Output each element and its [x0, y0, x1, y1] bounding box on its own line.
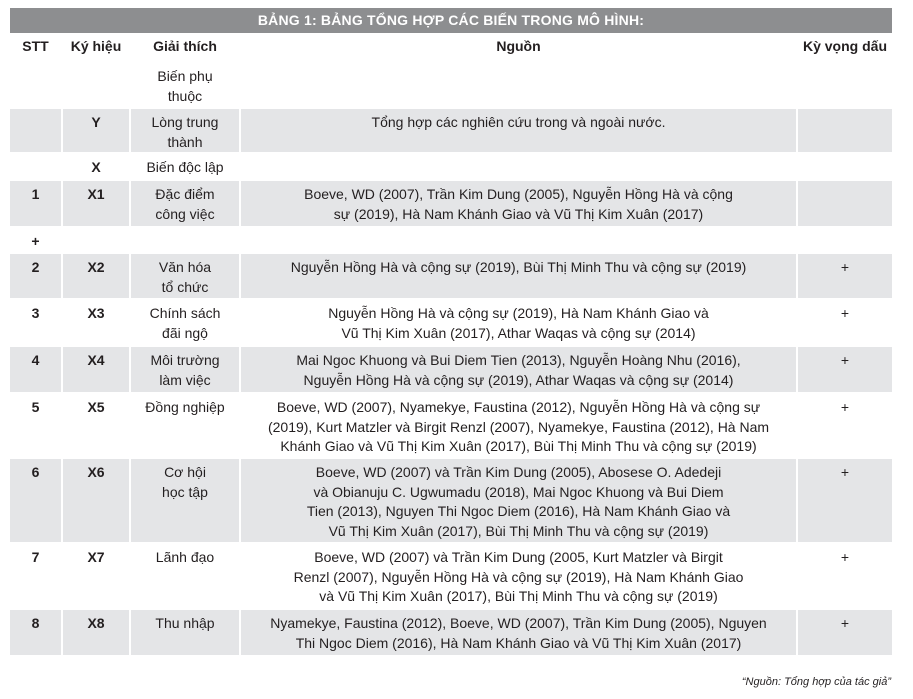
cell-expected-sign — [798, 63, 892, 109]
cell-expected-sign-text: + — [840, 399, 850, 415]
cell-description — [131, 300, 241, 347]
cell-stt-text: 6 — [31, 464, 40, 480]
cell-source-text: Nguyễn Hồng Hà và cộng sự (2019), Hà Nam Khánh Giao và Vũ Thị Kim Xuân (2017), Athar Waqas và cộng sự (2014) — [328, 305, 709, 341]
cell-expected-sign-text: + — [840, 305, 850, 321]
cell-code-text: X4 — [87, 352, 105, 368]
cell-expected-sign-text: + — [840, 549, 850, 565]
cell-description — [131, 63, 241, 109]
header-expected-sign: Kỳ vọng dấu — [798, 33, 892, 63]
cell-stt-text: 4 — [31, 352, 40, 368]
cell-expected-sign — [798, 300, 892, 347]
cell-source-text — [247, 154, 790, 158]
cell-code-text: X — [91, 159, 101, 175]
cell-source-text: Boeve, WD (2007), Trần Kim Dung (2005), Nguyễn Hồng Hà và cộng sự (2019), Hà Nam Khánh Giao và Vũ Thị Kim Xuân (2017) — [304, 186, 733, 222]
cell-stt — [10, 254, 63, 300]
cell-stt — [10, 63, 63, 109]
cell-stt-text — [10, 109, 61, 113]
table-row — [10, 109, 892, 154]
table-body — [10, 63, 892, 657]
cell-description — [131, 394, 241, 459]
cell-description — [131, 154, 241, 181]
cell-expected-sign — [798, 544, 892, 610]
cell-source-text — [247, 228, 790, 232]
cell-source — [241, 459, 798, 544]
cell-expected-sign-text: + — [840, 259, 850, 275]
cell-code-text: Y — [91, 114, 101, 130]
cell-source-text: Boeve, WD (2007) và Trần Kim Dung (2005), Abosese O. Adedeji và Obianuju C. Ugwumadu (2018), Mai Ngoc Khuong và Bui Diem Tien (2013), Nguyen Thi Ngoc Diem (2016), Hà Nam Khánh Giao và Vũ Thị Kim Xuân (2017), Bùi Thị Minh Thu và cộng sự (2019) — [306, 464, 731, 539]
source-note: “Nguồn: Tổng hợp của tác giả” — [741, 676, 891, 688]
cell-source — [241, 228, 798, 254]
cell-expected-sign-text: + — [840, 615, 850, 631]
cell-code — [63, 63, 131, 109]
cell-source-text: Tổng hợp các nghiên cứu trong và ngoài nước. — [371, 114, 666, 130]
cell-stt — [10, 109, 63, 154]
cell-stt — [10, 347, 63, 394]
table-title: BẢNG 1: BẢNG TỔNG HỢP CÁC BIẾN TRONG MÔ HÌNH: — [10, 8, 892, 33]
cell-stt — [10, 394, 63, 459]
cell-stt — [10, 544, 63, 610]
header-code: Ký hiệu — [63, 33, 131, 63]
cell-code — [63, 154, 131, 181]
cell-description — [131, 610, 241, 657]
cell-code-text: X3 — [87, 305, 105, 321]
cell-code — [63, 109, 131, 154]
header-description: Giải thích — [131, 33, 241, 63]
table-row — [10, 610, 892, 657]
cell-code — [63, 459, 131, 544]
cell-description-text: Đồng nghiệp — [145, 399, 225, 415]
table-row — [10, 300, 892, 347]
cell-description — [131, 459, 241, 544]
cell-description-text: Đặc điểm công việc — [155, 186, 215, 222]
cell-code-text: X2 — [87, 259, 105, 275]
table-row — [10, 228, 892, 254]
cell-expected-sign — [798, 109, 892, 154]
cell-expected-sign — [798, 347, 892, 394]
cell-code-text — [63, 228, 129, 232]
cell-source — [241, 347, 798, 394]
cell-stt-text: 7 — [31, 549, 40, 565]
cell-source-text — [247, 63, 790, 67]
cell-code-text: X8 — [87, 615, 105, 631]
cell-description-text: Lòng trung thành — [151, 114, 219, 150]
cell-code — [63, 300, 131, 347]
cell-description — [131, 254, 241, 300]
variables-table — [10, 33, 892, 657]
table-row — [10, 181, 892, 228]
cell-description — [131, 109, 241, 154]
cell-source — [241, 254, 798, 300]
cell-code — [63, 610, 131, 657]
cell-expected-sign-text — [798, 181, 892, 185]
cell-source-text: Nyamekye, Faustina (2012), Boeve, WD (2007), Trần Kim Dung (2005), Nguyen Thi Ngoc Diem (2016), Hà Nam Khánh Giao và Vũ Thị Kim Xuân (2017) — [270, 615, 767, 651]
cell-stt — [10, 300, 63, 347]
table-row — [10, 347, 892, 394]
cell-stt-text: 2 — [31, 259, 40, 275]
cell-source-text: Nguyễn Hồng Hà và cộng sự (2019), Bùi Thị Minh Thu và cộng sự (2019) — [290, 259, 747, 275]
cell-source — [241, 544, 798, 610]
variables-table-block — [10, 8, 892, 657]
cell-stt-text: + — [31, 233, 40, 249]
table-row — [10, 544, 892, 610]
cell-source — [241, 63, 798, 109]
cell-expected-sign — [798, 228, 892, 254]
cell-code — [63, 544, 131, 610]
cell-expected-sign — [798, 181, 892, 228]
cell-expected-sign — [798, 610, 892, 657]
cell-expected-sign-text — [798, 228, 892, 232]
cell-expected-sign — [798, 394, 892, 459]
cell-code-text: X1 — [87, 186, 105, 202]
cell-source — [241, 394, 798, 459]
cell-expected-sign-text — [798, 109, 892, 113]
cell-description — [131, 347, 241, 394]
cell-code-text: X6 — [87, 464, 105, 480]
cell-source-text: Boeve, WD (2007), Nyamekye, Faustina (2012), Nguyễn Hồng Hà và cộng sự (2019), Kurt Matzler và Birgit Renzl (2007), Nyamekye, Faustina (2012), Hà Nam Khánh Giao và Vũ Thị Kim Xuân (2017), Bùi Thị Minh Thu và cộng sự (2019) — [267, 399, 770, 454]
cell-code-text: X7 — [87, 549, 105, 565]
table-row — [10, 394, 892, 459]
cell-stt-text — [10, 154, 61, 158]
cell-description-text — [131, 228, 239, 232]
cell-description-text: Cơ hội học tập — [162, 464, 208, 500]
cell-expected-sign-text — [798, 154, 892, 158]
cell-expected-sign-text: + — [840, 464, 850, 480]
cell-stt-text: 1 — [31, 186, 40, 202]
cell-expected-sign — [798, 254, 892, 300]
cell-stt-text: 5 — [31, 399, 40, 415]
cell-code-text — [63, 63, 129, 67]
table-row — [10, 254, 892, 300]
cell-description-text: Biến độc lập — [146, 159, 224, 175]
cell-stt — [10, 459, 63, 544]
cell-source-text: Boeve, WD (2007) và Trần Kim Dung (2005, Kurt Matzler và Birgit Renzl (2007), Nguyễn Hồng Hà và cộng sự (2019), Hà Nam Khánh Giao và Vũ Thị Kim Xuân (2017), Bùi Thị Minh Thu và cộng sự (2019) — [293, 549, 744, 604]
table-row — [10, 154, 892, 181]
cell-source — [241, 154, 798, 181]
cell-description — [131, 181, 241, 228]
cell-source-text: Mai Ngoc Khuong và Bui Diem Tien (2013), Nguyễn Hoàng Nhu (2016), Nguyễn Hồng Hà và cộng sự (2019), Athar Waqas và cộng sự (2014) — [296, 352, 741, 388]
cell-expected-sign — [798, 459, 892, 544]
cell-stt — [10, 610, 63, 657]
cell-source — [241, 300, 798, 347]
cell-description — [131, 228, 241, 254]
cell-stt-text — [10, 63, 61, 67]
cell-code — [63, 228, 131, 254]
header-stt: STT — [10, 33, 63, 63]
cell-code — [63, 181, 131, 228]
cell-code-text: X5 — [87, 399, 105, 415]
cell-description — [131, 544, 241, 610]
cell-description-text: Thu nhập — [155, 615, 215, 631]
cell-code — [63, 394, 131, 459]
cell-expected-sign — [798, 154, 892, 181]
cell-expected-sign-text: + — [840, 352, 850, 368]
header-source: Nguồn — [241, 33, 798, 63]
cell-code — [63, 254, 131, 300]
table-row — [10, 459, 892, 544]
cell-stt — [10, 154, 63, 181]
cell-stt — [10, 181, 63, 228]
cell-description-text: Biến phụ thuộc — [157, 68, 213, 104]
table-row — [10, 63, 892, 109]
cell-description-text: Lãnh đạo — [155, 549, 215, 565]
cell-code — [63, 347, 131, 394]
cell-description-text: Văn hóa tổ chức — [158, 259, 212, 295]
cell-description-text: Chính sách đãi ngộ — [149, 305, 221, 341]
header-row — [10, 33, 892, 63]
cell-source — [241, 181, 798, 228]
cell-stt-text: 8 — [31, 615, 40, 631]
cell-source — [241, 109, 798, 154]
cell-source — [241, 610, 798, 657]
cell-stt — [10, 228, 63, 254]
cell-description-text: Môi trường làm việc — [150, 352, 220, 388]
cell-expected-sign-text — [798, 63, 892, 67]
cell-stt-text: 3 — [31, 305, 40, 321]
